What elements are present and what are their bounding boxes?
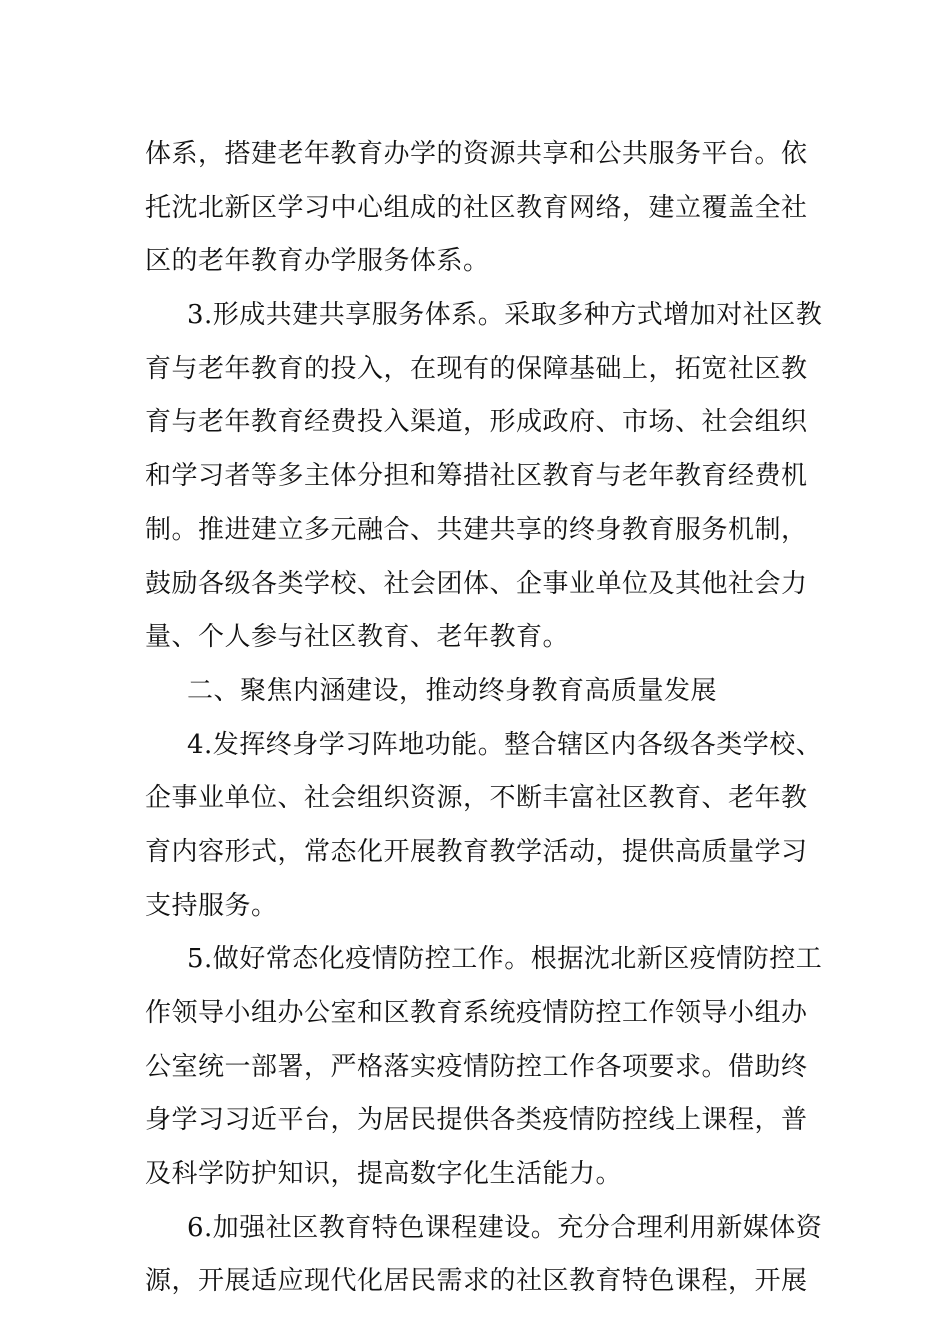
text-line: 制。推进建立多元融合、共建共享的终身教育服务机制， xyxy=(145,514,808,545)
text-line: 源，开展适应现代化居民需求的社区教育特色课程，开展 xyxy=(145,1266,808,1297)
text-line: 作领导小组办公室和区教育系统疫情防控工作领导小组办 xyxy=(145,998,808,1028)
text-line: 鼓励各级各类学校、社会团体、企事业单位及其他社会力 xyxy=(145,568,808,599)
text-line: 育与老年教育的投入，在现有的保障基础上，拓宽社区教 xyxy=(145,353,808,384)
paragraph-3-first-line: 3.形成共建共享服务体系。采取多种方式增加对社区教 xyxy=(187,300,823,331)
text-line: 和学习者等多主体分担和筹措社区教育与老年教育经费机 xyxy=(145,461,808,492)
text-line: 企事业单位、社会组织资源，不断丰富社区教育、老年教 xyxy=(145,783,808,814)
paragraph-4-first-line: 4.发挥终身学习阵地功能。整合辖区内各级各类学校、 xyxy=(187,729,823,760)
text-line: 及科学防护知识，提高数字化生活能力。 xyxy=(145,1159,623,1190)
text-line: 育内容形式，常态化开展教育教学活动，提供高质量学习 xyxy=(145,836,808,867)
paragraph-6-first-line: 6.加强社区教育特色课程建设。充分合理利用新媒体资 xyxy=(187,1212,823,1243)
text-line: 体系，搭建老年教育办学的资源共享和公共服务平台。依 xyxy=(145,139,808,169)
text-line: 支持服务。 xyxy=(145,890,278,921)
text-line: 区的老年教育办学服务体系。 xyxy=(145,246,490,277)
paragraph-5-first-line: 5.做好常态化疫情防控工作。根据沈北新区疫情防控工 xyxy=(187,944,823,975)
section-heading: 二、聚焦内涵建设，推动终身教育高质量发展 xyxy=(187,675,718,706)
text-line: 公室统一部署，严格落实疫情防控工作各项要求。借助终 xyxy=(145,1051,808,1082)
text-line: 量、个人参与社区教育、老年教育。 xyxy=(145,622,570,653)
text-line: 托沈北新区学习中心组成的社区教育网络，建立覆盖全社 xyxy=(145,192,808,223)
body-text xyxy=(145,128,823,1309)
text-line: 育与老年教育经费投入渠道，形成政府、市场、社会组织 xyxy=(145,407,808,438)
text-line: 身学习习近平台，为居民提供各类疫情防控线上课程，普 xyxy=(145,1105,808,1136)
